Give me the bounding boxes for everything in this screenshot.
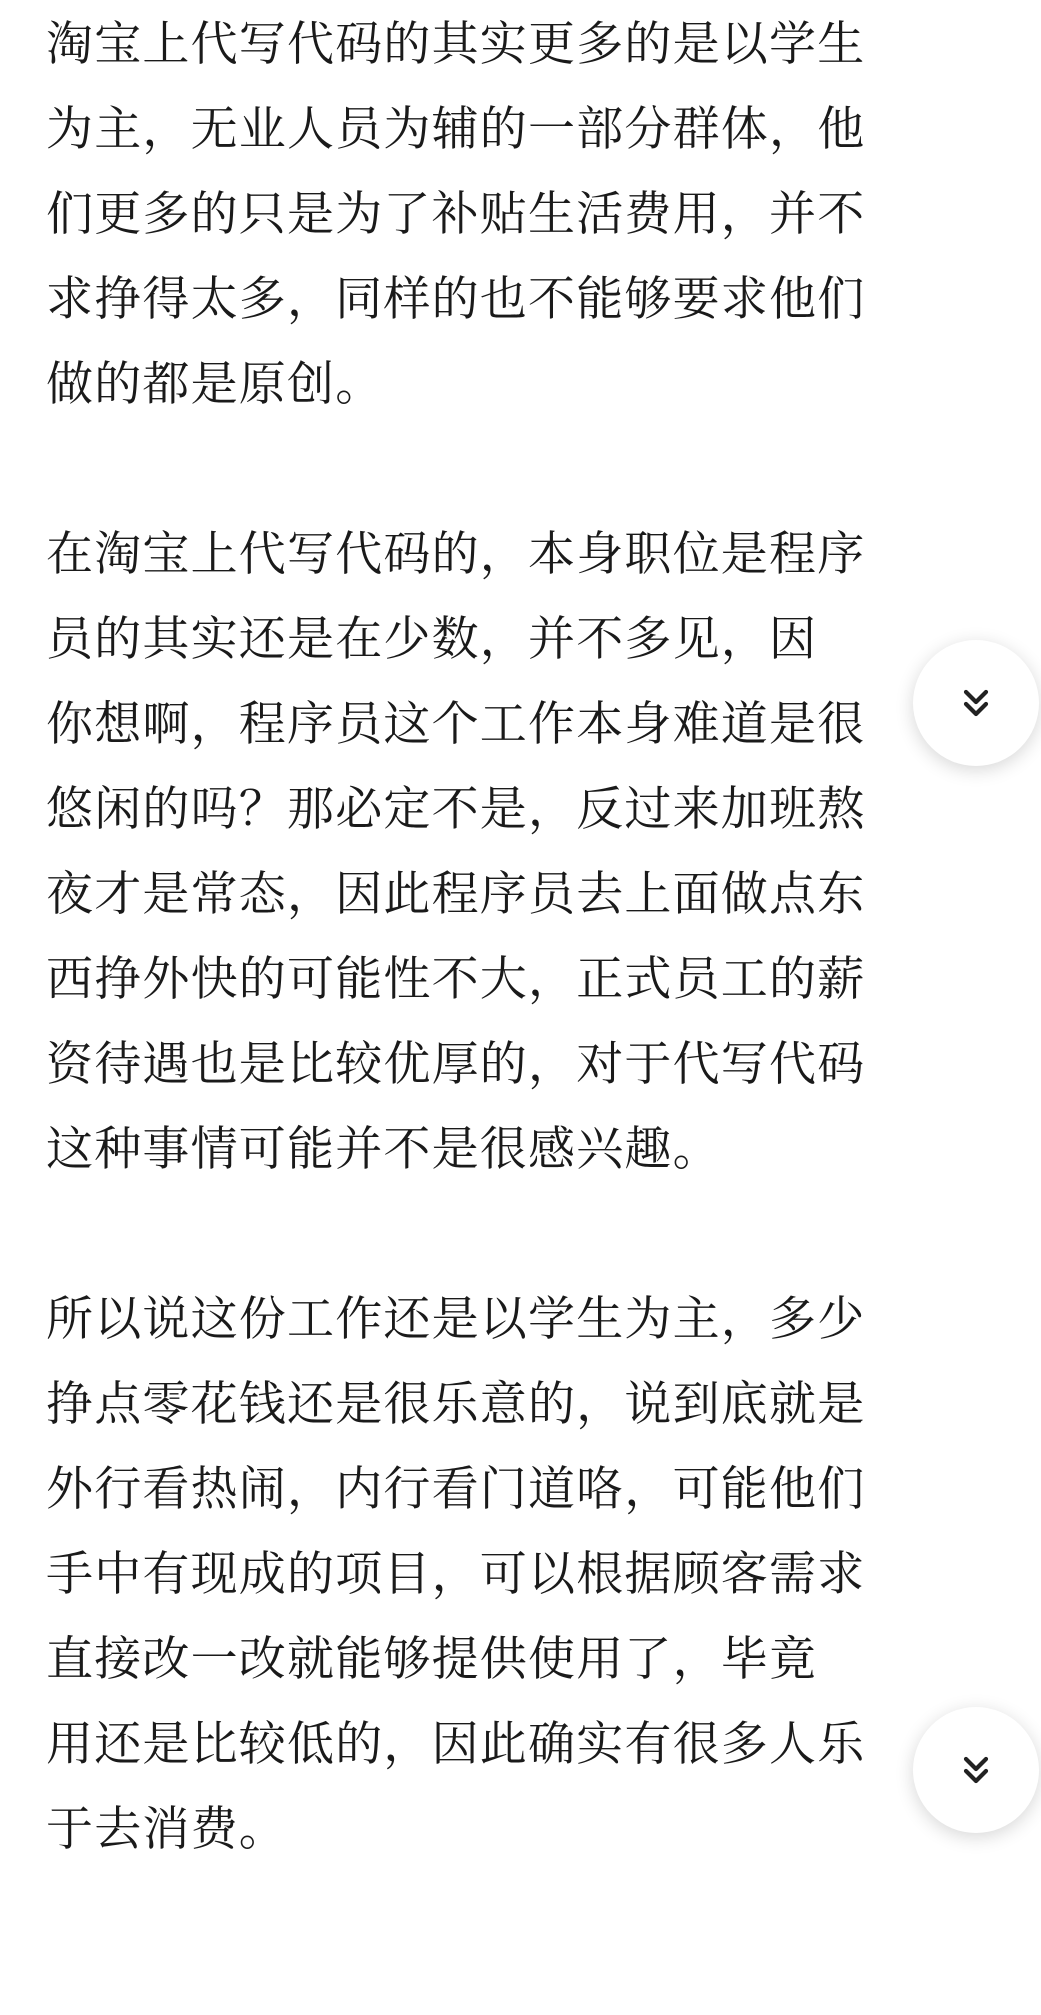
paragraph-line: 为主，无业人员为辅的一部分群体，他 (46, 102, 866, 157)
paragraph-line: 在淘宝上代写代码的，本身职位是程序 (46, 527, 866, 582)
paragraph-line: 求挣得太多，同样的也不能够要求他们 (46, 272, 866, 327)
paragraph-gap (46, 1192, 996, 1277)
expand-button[interactable] (913, 1707, 1039, 1833)
paragraph-line: 资待遇也是比较优厚的，对于代写代码 (46, 1037, 866, 1092)
paragraph-line: 西挣外快的可能性不大，正式员工的薪 (46, 952, 866, 1007)
paragraph-line: 淘宝上代写代码的其实更多的是以学生 (46, 17, 866, 72)
paragraph-line: 挣点零花钱还是很乐意的，说到底就是 (46, 1377, 866, 1432)
paragraph-line: 用还是比较低的，因此确实有很多人乐 (46, 1717, 866, 1772)
paragraph-line: 悠闲的吗？那必定不是，反过来加班熬 (46, 782, 866, 837)
double-chevron-down-icon (956, 683, 996, 723)
paragraph-line: 你想啊，程序员这个工作本身难道是很 (46, 697, 866, 752)
paragraph-line: 做的都是原创。 (46, 357, 384, 412)
expand-button[interactable] (913, 640, 1039, 766)
paragraph-2 (46, 512, 996, 1192)
double-chevron-down-icon (956, 1750, 996, 1790)
paragraph-line: 所以说这份工作还是以学生为主，多少 (46, 1292, 866, 1347)
paragraph-line: 夜才是常态，因此程序员去上面做点东 (46, 867, 866, 922)
paragraph-line: 手中有现成的项目，可以根据顾客需求 (46, 1547, 866, 1602)
paragraph-3 (46, 1277, 996, 1872)
paragraph-line: 外行看热闹，内行看门道咯，可能他们 (46, 1462, 866, 1517)
paragraph-line: 员的其实还是在少数，并不多见，因 (46, 612, 818, 667)
article-body (46, 2, 996, 1872)
paragraph-line: 直接改一改就能够提供使用了，毕竟 (46, 1632, 818, 1687)
paragraph-1 (46, 2, 996, 427)
paragraph-line: 于去消费。 (46, 1802, 287, 1857)
paragraph-line: 们更多的只是为了补贴生活费用，并不 (46, 187, 866, 242)
paragraph-line: 这种事情可能并不是很感兴趣。 (46, 1122, 721, 1177)
paragraph-gap (46, 427, 996, 512)
